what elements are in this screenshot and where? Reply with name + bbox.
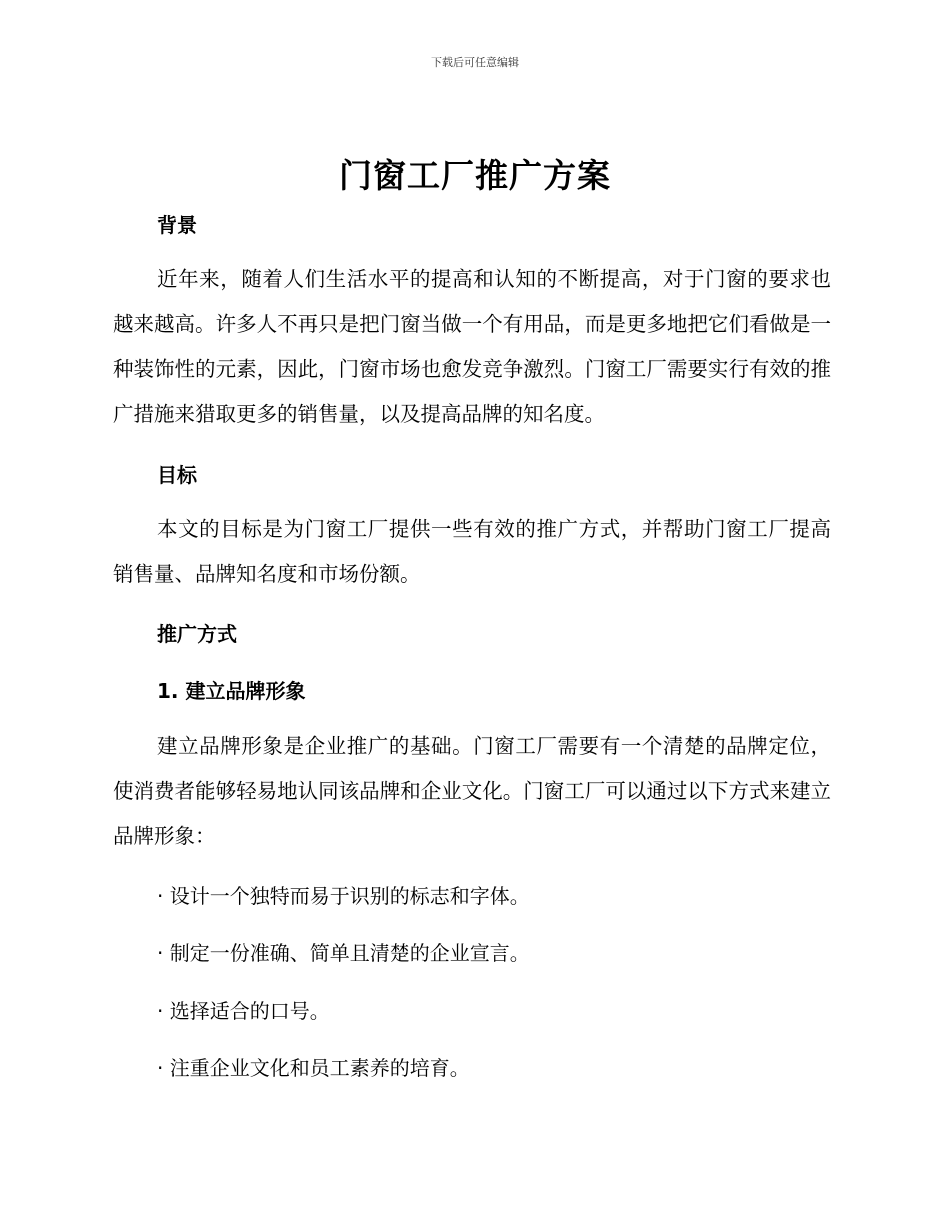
section-heading-background: 背景 xyxy=(157,213,197,237)
bullet-item: · 设计一个独特而易于识别的标志和字体。 xyxy=(157,884,530,908)
document-title: 门窗工厂推广方案 xyxy=(339,156,611,195)
paragraph-brand-image: 建立品牌形象是企业推广的基础。门窗工厂需要有一个清楚的品牌定位，使消费者能够轻易地认同该品牌和企业文化。门窗工厂可以通过以下方式来建立品牌形象： xyxy=(113,734,831,848)
header-note: 下载后可任意编辑 xyxy=(431,56,519,69)
section-heading-goal: 目标 xyxy=(157,463,197,487)
bullet-item: · 注重企业文化和员工素养的培育。 xyxy=(157,1056,470,1080)
bullet-item: · 制定一份准确、简单且清楚的企业宣言。 xyxy=(157,941,530,965)
paragraph-goal: 本文的目标是为门窗工厂提供一些有效的推广方式，并帮助门窗工厂提高销售量、品牌知名度和市场份额。 xyxy=(113,517,831,586)
section-heading-promotion: 推广方式 xyxy=(157,622,237,646)
subheading-brand-image: 1. 建立品牌形象 xyxy=(157,679,306,703)
paragraph-background: 近年来，随着人们生活水平的提高和认知的不断提高，对于门窗的要求也越来越高。许多人不再只是把门窗当做一个有用品，而是更多地把它们看做是一种装饰性的元素，因此，门窗市场也愈发竞争激烈。门窗工厂需要实行有效的推广措施来猎取更多的销售量，以及提高品牌的知名度。 xyxy=(113,267,831,426)
bullet-item: · 选择适合的口号。 xyxy=(157,999,330,1023)
